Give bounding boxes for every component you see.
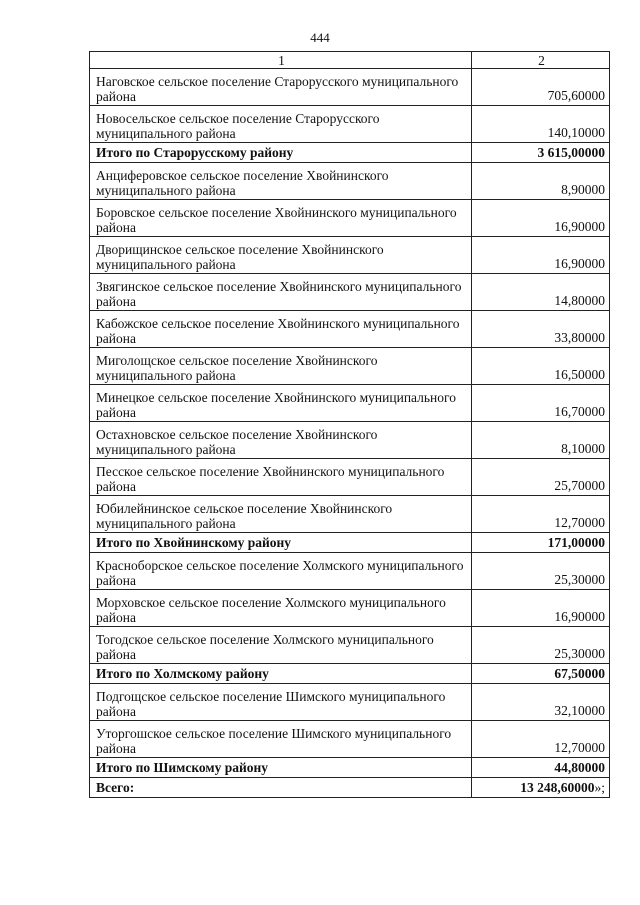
settlement-row: [90, 348, 610, 385]
district-total-row: [90, 533, 610, 553]
settlement-row: [90, 627, 610, 664]
settlement-name: Миголощское сельское поселение Хвойнинского муниципального района: [90, 348, 472, 385]
settlement-name: Боровское сельское поселение Хвойнинского муниципального района: [90, 200, 472, 237]
settlement-row: [90, 200, 610, 237]
closing-quote-mark: »;: [594, 779, 605, 795]
district-total-label: Итого по Хвойнинскому району: [90, 533, 472, 553]
district-total-label: Итого по Старорусскому району: [90, 143, 472, 163]
settlement-name: Подгощское сельское поселение Шимского муниципального района: [90, 684, 472, 721]
settlement-name: Новосельское сельское поселение Старорусского муниципального района: [90, 106, 472, 143]
settlement-row: [90, 422, 610, 459]
settlement-name: Песское сельское поселение Хвойнинского муниципального района: [90, 459, 472, 496]
settlement-row: [90, 459, 610, 496]
table-body: [90, 69, 610, 798]
grand-total-row: [90, 778, 610, 798]
settlement-row: [90, 106, 610, 143]
grand-total-label: Всего:: [90, 778, 472, 798]
district-total-label: Итого по Шимскому району: [90, 758, 472, 778]
page-number: 444: [310, 30, 330, 45]
settlement-row: [90, 385, 610, 422]
budget-table: [89, 51, 610, 798]
settlement-name: Анциферовское сельское поселение Хвойнинского муниципального района: [90, 163, 472, 200]
settlement-amount: 25,30000: [472, 627, 610, 664]
district-total-label: Итого по Холмскому району: [90, 664, 472, 684]
district-total-amount: 67,50000: [472, 664, 610, 684]
settlement-amount: 705,60000: [472, 69, 610, 106]
district-total-amount: 3 615,00000: [472, 143, 610, 163]
settlement-amount: 16,90000: [472, 200, 610, 237]
settlement-row: [90, 553, 610, 590]
settlement-amount: 32,10000: [472, 684, 610, 721]
settlement-name: Морховское сельское поселение Холмского муниципального района: [90, 590, 472, 627]
settlement-amount: 25,70000: [472, 459, 610, 496]
column-header-1: 1: [90, 52, 472, 69]
settlement-amount: 140,10000: [472, 106, 610, 143]
settlement-name: Уторгошское сельское поселение Шимского муниципального района: [90, 721, 472, 758]
settlement-row: [90, 590, 610, 627]
settlement-name: Остахновское сельское поселение Хвойнинского муниципального района: [90, 422, 472, 459]
settlement-name: Наговское сельское поселение Старорусского муниципального района: [90, 69, 472, 106]
settlement-amount: 16,70000: [472, 385, 610, 422]
grand-total-amount: 13 248,60000: [520, 779, 595, 795]
district-total-row: [90, 143, 610, 163]
settlement-name: Звягинское сельское поселение Хвойнинского муниципального района: [90, 274, 472, 311]
settlement-name: Юбилейнинское сельское поселение Хвойнинского муниципального района: [90, 496, 472, 533]
settlement-amount: 16,90000: [472, 237, 610, 274]
settlement-name: Минецкое сельское поселение Хвойнинского муниципального района: [90, 385, 472, 422]
district-total-amount: 171,00000: [472, 533, 610, 553]
district-total-amount: 44,80000: [472, 758, 610, 778]
settlement-name: Дворищинское сельское поселение Хвойнинского муниципального района: [90, 237, 472, 274]
column-header-2: 2: [472, 52, 610, 69]
header-row: [90, 52, 610, 69]
district-total-row: [90, 664, 610, 684]
grand-total-cell: [472, 778, 610, 798]
settlement-name: Тогодское сельское поселение Холмского муниципального района: [90, 627, 472, 664]
settlement-row: [90, 274, 610, 311]
settlement-row: [90, 69, 610, 106]
settlement-row: [90, 237, 610, 274]
settlement-amount: 25,30000: [472, 553, 610, 590]
settlement-amount: 16,50000: [472, 348, 610, 385]
settlement-name: Кабожское сельское поселение Хвойнинского муниципального района: [90, 311, 472, 348]
settlement-amount: 12,70000: [472, 496, 610, 533]
settlement-row: [90, 311, 610, 348]
settlement-amount: 8,10000: [472, 422, 610, 459]
settlement-row: [90, 496, 610, 533]
settlement-row: [90, 721, 610, 758]
settlement-row: [90, 684, 610, 721]
settlement-amount: 33,80000: [472, 311, 610, 348]
settlement-name: Красноборское сельское поселение Холмского муниципального района: [90, 553, 472, 590]
settlement-amount: 12,70000: [472, 721, 610, 758]
district-total-row: [90, 758, 610, 778]
settlement-amount: 8,90000: [472, 163, 610, 200]
settlement-amount: 14,80000: [472, 274, 610, 311]
settlement-row: [90, 163, 610, 200]
settlement-amount: 16,90000: [472, 590, 610, 627]
